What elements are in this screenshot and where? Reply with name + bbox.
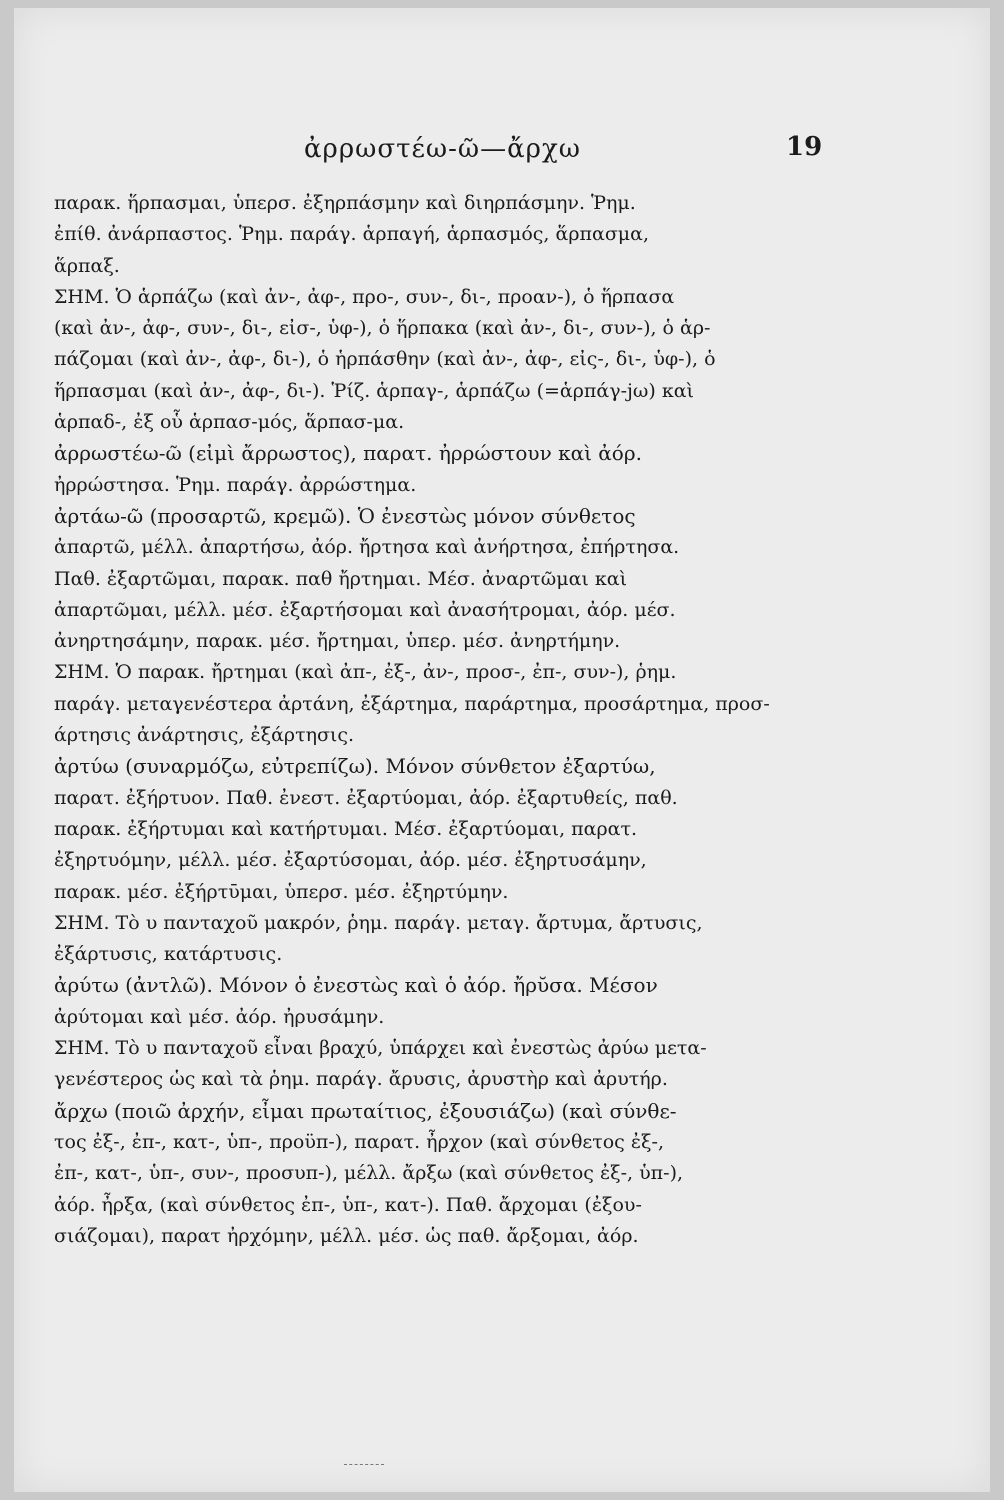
- text-line: Παθ. ἐξαρτῶμαι, παρακ. παθ ἤρτημαι. Μέσ. ἀναρτῶμαι καὶ: [54, 567, 628, 590]
- entry-line: ἀρτύω (συναρμόζω, εὐτρεπίζω). Μόνον σύνθετον ἐξαρτύω,: [54, 754, 656, 779]
- text-line: ἥρπασμαι (καὶ ἀν-, ἀφ-, δι-). Ῥίζ. ἁρπαγ-, ἁρπάζω (=ἁρπάγ-jω) καὶ: [54, 379, 695, 402]
- entry-line: ἀρρωστέω-ῶ (εἰμὶ ἄρρωστος), παρατ. ἠρρώστουν καὶ ἀόρ.: [54, 441, 642, 466]
- text-line: ἐπίθ. ἀνάρπαστος. Ῥημ. παράγ. ἁρπαγή, ἁρπασμός, ἅρπασμα,: [54, 223, 650, 246]
- running-head: ἀρρωστέω-ῶ—ἄρχω: [304, 134, 581, 164]
- text-line: σιάζομαι), παρατ ἠρχόμην, μέλλ. μέσ. ὡς παθ. ἄρξομαι, ἀόρ.: [54, 1224, 639, 1247]
- text-line: ΣΗΜ. Ὁ παρακ. ἤρτημαι (καὶ ἀπ-, ἐξ-, ἀν-, προσ-, ἐπ-, συν-), ῥημ.: [54, 661, 677, 684]
- document-page: [14, 8, 990, 1492]
- text-line: ἐπ-, κατ-, ὑπ-, συν-, προσυπ-), μέλλ. ἄρξω (καὶ σύνθετος ἐξ-, ὑπ-),: [54, 1162, 684, 1185]
- text-line: ἁρπαδ-, ἐξ οὗ ἁρπασ-μός, ἅρπασ-μα.: [54, 411, 405, 434]
- text-line: ἀρύτομαι καὶ μέσ. ἀόρ. ἠρυσάμην.: [54, 1005, 385, 1028]
- text-line: παρακ. ἐξήρτυμαι καὶ κατήρτυμαι. Μέσ. ἐξαρτύομαι, παρατ.: [54, 817, 638, 840]
- text-line: τος ἐξ-, ἐπ-, κατ-, ὑπ-, προϋπ-), παρατ. ἦρχον (καὶ σύνθετος ἐξ-,: [54, 1130, 664, 1153]
- page-number: 19: [786, 132, 823, 162]
- text-line: (καὶ ἀν-, ἀφ-, συν-, δι-, εἰσ-, ὑφ-), ὁ ἥρπακα (καὶ ἀν-, δι-, συν-), ὁ ἁρ-: [54, 317, 711, 340]
- text-line: παράγ. μεταγενέστερα ἀρτάνη, ἐξάρτημα, παράρτημα, προσάρτημα, προσ-: [54, 692, 770, 715]
- text-line: παρακ. μέσ. ἐξήρτῡμαι, ὑπερσ. μέσ. ἐξηρτύμην.: [54, 880, 509, 903]
- text-line: άρτησις ἀνάρτησις, ἐξάρτησις.: [54, 724, 355, 747]
- text-line: ἠρρώστησα. Ῥημ. παράγ. ἀρρώστημα.: [54, 473, 417, 496]
- text-line: πάζομαι (καὶ ἀν-, ἀφ-, δι-), ὁ ἡρπάσθην (καὶ ἀν-, ἀφ-, εἰς-, δι-, ὑφ-), ὁ: [54, 348, 716, 371]
- text-line: ΣΗΜ. Τὸ υ πανταχοῦ εἶναι βραχύ, ὑπάρχει καὶ ἐνεστὼς ἀρύω μετα-: [54, 1037, 707, 1060]
- entry-line: ἀρτάω-ῶ (προσαρτῶ, κρεμῶ). Ὁ ἐνεστὼς μόνον σύνθετος: [54, 503, 636, 528]
- body-text: [54, 188, 834, 1252]
- text-line: ἀπαρτῶ, μέλλ. ἀπαρτήσω, ἀόρ. ἤρτησα καὶ ἀνήρτησα, ἐπήρτησα.: [54, 536, 680, 559]
- text-line: ἀόρ. ἦρξα, (καὶ σύνθετος ἐπ-, ὑπ-, κατ-). Παθ. ἄρχομαι (ἐξου-: [54, 1193, 642, 1216]
- text-line: ἐξηρτυόμην, μέλλ. μέσ. ἐξαρτύσομαι, ἀόρ. μέσ. ἐξηρτυσάμην,: [54, 849, 647, 872]
- footer-mark: [344, 1464, 384, 1468]
- text-line: παρακ. ἥρπασμαι, ὑπερσ. ἐξηρπάσμην καὶ διηρπάσμην. Ῥημ.: [54, 192, 636, 214]
- text-line: ἀπαρτῶμαι, μέλλ. μέσ. ἐξαρτήσομαι καὶ ἀνασήτρομαι, ἀόρ. μέσ.: [54, 598, 676, 621]
- entry-line: ἀρύτω (ἀντλῶ). Μόνον ὁ ἐνεστὼς καὶ ὁ ἀόρ. ἤρῠσα. Μέσον: [54, 973, 658, 998]
- text-line: ἀνηρτησάμην, παρακ. μέσ. ἤρτημαι, ὑπερ. μέσ. ἀνηρτήμην.: [54, 630, 621, 653]
- entry-line: ἄρχω (ποιῶ ἀρχήν, εἶμαι πρωταίτιος, ἐξουσιάζω) (καὶ σύνθε-: [54, 1098, 677, 1123]
- text-line: γενέστερος ὡς καὶ τὰ ῥημ. παράγ. ἄρυσις, ἀρυστὴρ καὶ ἀρυτήρ.: [54, 1068, 668, 1091]
- text-line: ΣΗΜ. Τὸ υ πανταχοῦ μακρόν, ῥημ. παράγ. μεταγ. ἄρτυμα, ἄρτυσις,: [54, 911, 703, 934]
- text-line: παρατ. ἐξήρτυον. Παθ. ἐνεστ. ἐξαρτύομαι, ἀόρ. ἐξαρτυθείς, παθ.: [54, 786, 678, 809]
- text-line: ἐξάρτυσις, κατάρτυσις.: [54, 943, 283, 966]
- text-line: ἅρπαξ.: [54, 254, 120, 277]
- page-header: [14, 134, 990, 174]
- text-line: ΣΗΜ. Ὁ ἁρπάζω (καὶ ἀν-, ἀφ-, προ-, συν-, δι-, προαν-), ὁ ἥρπασα: [54, 285, 675, 308]
